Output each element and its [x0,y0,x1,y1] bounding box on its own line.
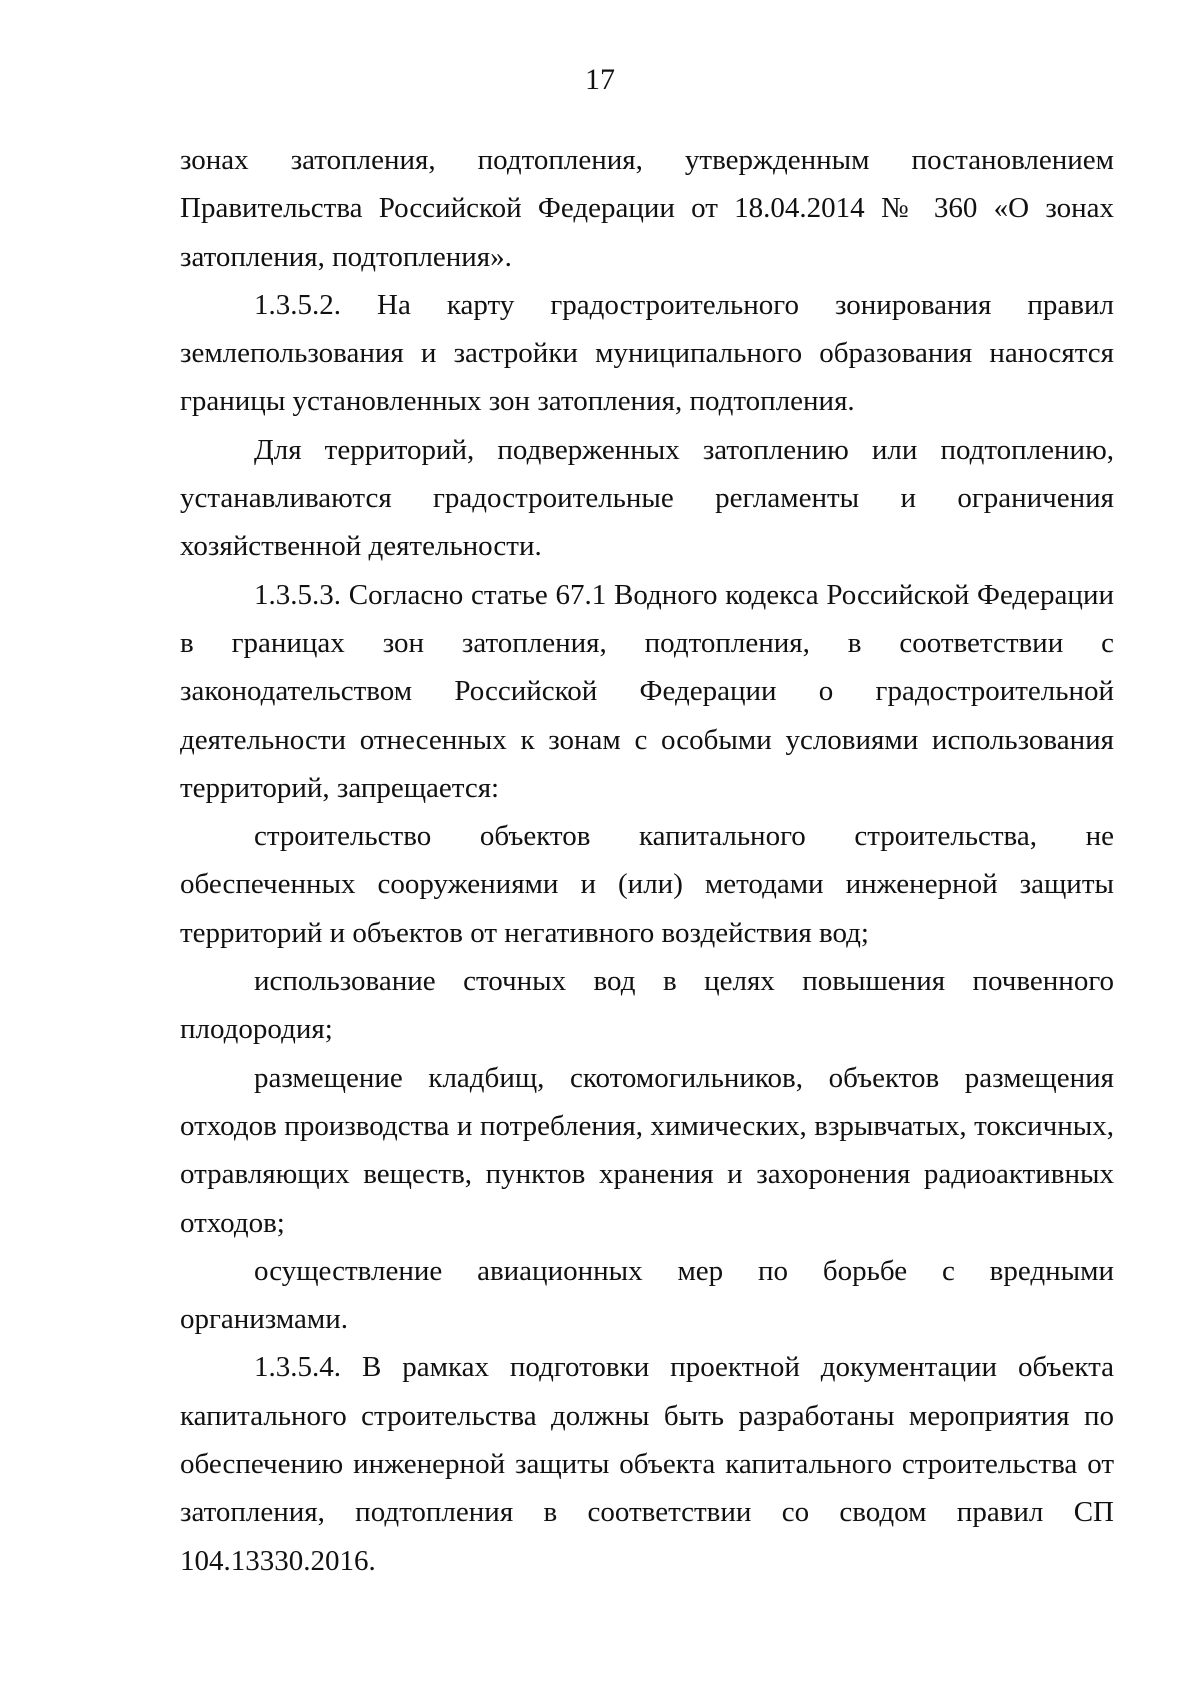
list-item-construction: строительство объектов капитального строительства, не обеспеченных сооружениями и (или) методами инженерной защиты территорий и объектов от негативного воздействия вод; [180,820,1114,949]
paragraph-continuation: зонах затопления, подтопления, утвержденным постановлением Правительства Российской Федерации от 18.04.2014 № 360 «О зонах затопления, подтопления». [180,144,1114,273]
document-body [180,136,1114,1585]
list-item-placement: размещение кладбищ, скотомогильников, объектов размещения отходов производства и потребления, химических, взрывчатых, токсичных, отравляющих веществ, пунктов хранения и захоронения радиоактивных отходов; [180,1061,1114,1239]
paragraph-1-3-5-4: 1.3.5.4. В рамках подготовки проектной документации объекта капитального строительства должны быть разработаны мероприятия по обеспечению инженерной защиты объекта капитального строительства от затопления, подтопления в соответствии со сводом правил СП 104.13330.2016. [180,1351,1114,1577]
paragraph-regulations: Для территорий, подверженных затоплению или подтоплению, устанавливаются градостроительные регламенты и ограничения хозяйственной деятельности. [180,433,1114,563]
list-item-wastewater: использование сточных вод в целях повышения почвенного плодородия; [180,965,1114,1046]
paragraph-1-3-5-2: 1.3.5.2. На карту градостроительного зонирования правил землепользования и застройки муниципального образования наносятся границы установленных зон затопления, подтопления. [180,288,1114,418]
list-item-aviation: осуществление авиационных мер по борьбе с вредными организмами. [180,1254,1114,1336]
paragraph-1-3-5-3: 1.3.5.3. Согласно статье 67.1 Водного кодекса Российской Федерации в границах зон затопления, подтопления, в соответствии с законодательством Российской Федерации о градостроительной деятельности отнесенных к зонам с особыми условиями использования территорий, запрещается: [180,578,1114,804]
page-number: 17 [585,63,615,96]
